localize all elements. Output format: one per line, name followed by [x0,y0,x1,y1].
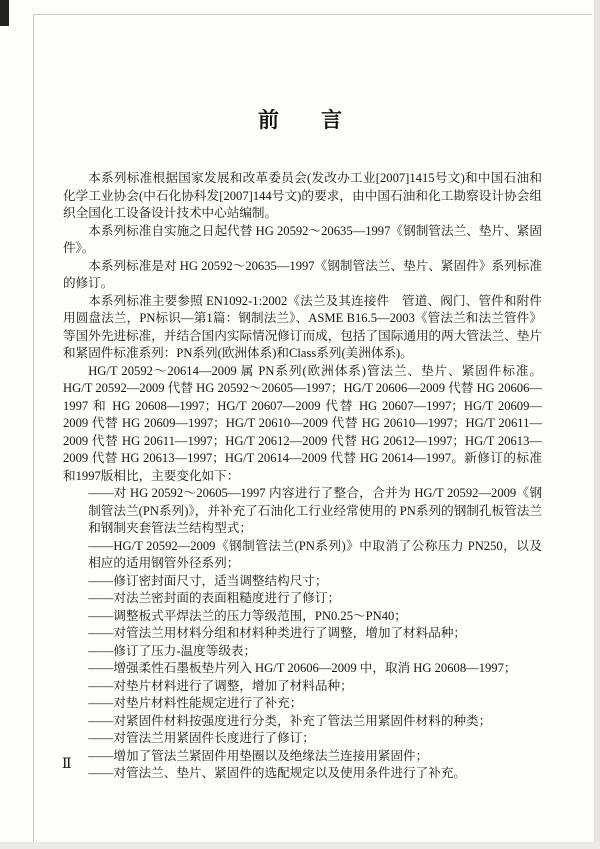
change-list-item: ——调整板式平焊法兰的压力等级范围，PN0.25～PN40； [88,608,407,623]
page-number: Ⅱ [62,757,72,772]
change-list-item: ——对 HG 20592～20605—1997 内容进行了整合，合并为 HG/T 20592—2009《钢制管法兰(PN系列)》，并补充了石油化工行业经常使用的 PN系列的钢制孔板管法兰和钢制夹套管法兰结构型式； [88,486,542,535]
change-list-item: ——增强柔性石墨板垫片列入 HG/T 20606—2009 中，取消 HG 20608—1997； [88,661,517,675]
change-list-item: ——修订了压力-温度等级表； [88,643,257,658]
page-title: 前 言 [258,108,342,132]
change-list-item: ——对管法兰、垫片、紧固件的选配规定以及使用条件进行了补充。 [88,766,466,780]
change-list-item: ——对垫片材料性能规定进行了补充； [88,696,303,710]
change-list-item: ——对紧固件材料按强度进行分类，补充了管法兰用紧固件材料的种类； [88,713,492,728]
paragraph: 本系列标准是对 HG 20592～20635—1997《钢制管法兰、垫片、紧固件》系列标准的修订。 [63,258,542,290]
change-list-item: ——对管法兰用紧固件长度进行了修订； [88,731,315,745]
scan-edge-bottom [0,842,600,849]
change-list-item: ——对垫片材料进行了调整，增加了材料品种； [88,678,353,693]
paragraph: 本系列标准主要参照 EN1092-1:2002《法兰及其连接件 管道、阀门、管件和附件用圆盘法兰，PN标识—第1篇：钢制法兰》、ASME B16.5—2003《管法兰和法兰管件》等国外先进标准，并结合国内实际情况修订而成，包括了国际通用的两大管法兰、垫片和紧固件标准系列：PN系列(欧洲体系)和Class系列(美洲体系)。 [63,293,542,360]
change-list-item: ——对法兰密封面的表面粗糙度进行了修订； [88,591,341,605]
paragraph: 本系列标准根据国家发展和改革委员会(发改办工业[2007]1415号文)和中国石油和化学工业协会(中石化协科发[2007]144号文)的要求，由中国石油和化工勘察设计协会组织全国化工设备设计技术中心站编制。 [63,171,542,220]
paragraph: HG/T 20592～20614—2009 属 PN系列(欧洲体系)管法兰、垫片、紧固件标准。HG/T 20592—2009 代替 HG 20592～20605—1997；HG/T 20606—2009 代替 HG 20606—1997 和 HG 20608—1997；HG/T 20607—2009 代替 HG 20607—1997；HG/T 20609—2009 代替 HG 20609—1997；HG/T 20610—2009 代替 HG 20610—1997；HG/T 20611—2009 代替 HG 20611—1997；HG/T 20612—2009 代替 HG 20612—1997；HG/T 20613—2009 代替 HG 20613—1997；HG/T 20614—2009 代替 HG 20614—1997。新修订的标准和1997版相比，主要变化如下： [63,363,542,483]
change-list-item: ——修订密封面尺寸，适当调整结构尺寸； [88,573,328,588]
change-list-item: ——增加了管法兰紧固件用垫圈以及绝缘法兰连接用紧固件； [88,748,429,763]
foreword-body [63,170,542,783]
change-list-item: ——对管法兰用材料分组和材料种类进行了调整，增加了材料品种； [88,626,466,640]
scan-edge-left [33,14,34,849]
change-list-item: ——HG/T 20592—2009《钢制管法兰(PN系列)》中取消了公称压力 PN250，以及相应的适用钢管外径系列； [88,538,542,570]
scan-edge-top [33,14,592,15]
paragraph: 本系列标准自实施之日起代替 HG 20592～20635—1997《钢制管法兰、垫片、紧固件》。 [63,223,542,255]
scan-artifact-corner [0,0,9,26]
